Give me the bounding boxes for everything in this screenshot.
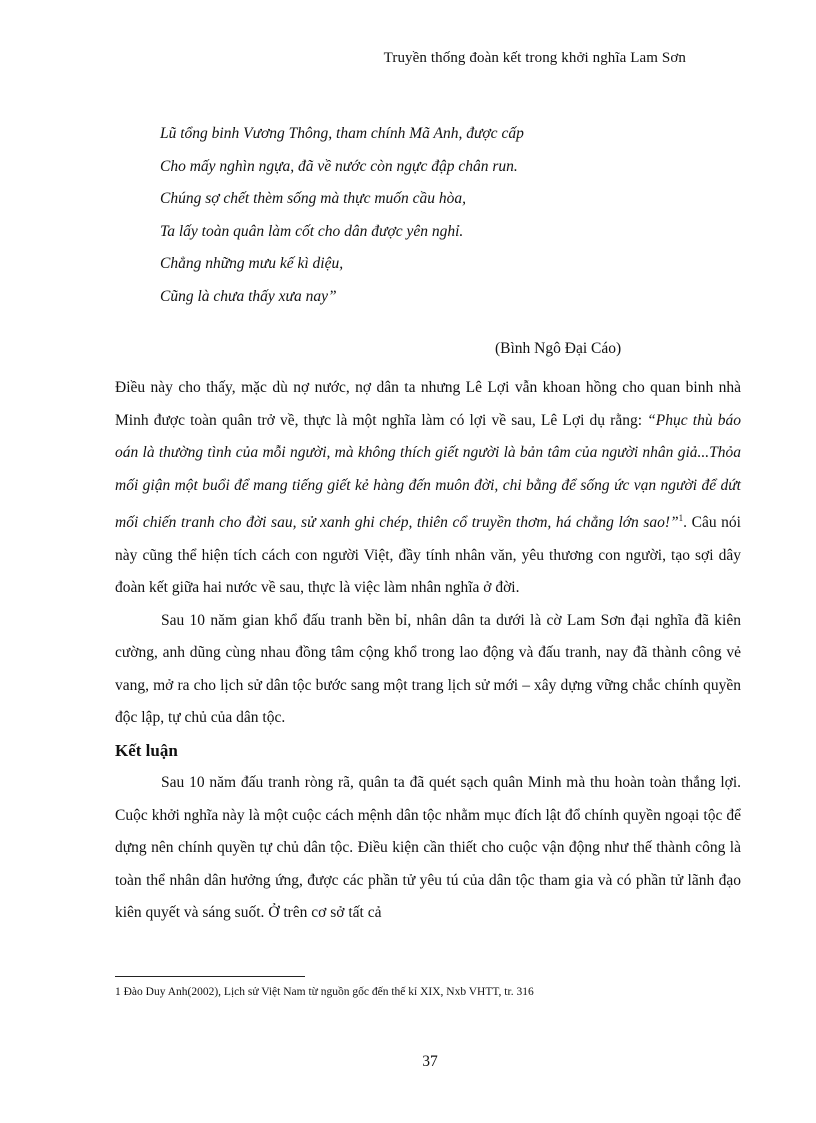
- quotation: “Phục thù báo oán là thường tình của mỗi người, mà không thích giết người là bản tâm của người nhân giả...Thỏa mối giận một buổi để mang tiếng giết kẻ hàng đến muôn đời, chi bằng để sống ức vạn người để dứt mối chiến tranh cho đời sau, sử xanh ghi chép, thiên cổ truyền thơm, há chẳng lớn sao!”: [115, 411, 741, 532]
- paragraph-2: Sau 10 năm gian khổ đấu tranh bền bỉ, nhân dân ta dưới là cờ Lam Sơn đại nghĩa đã kiên cường, anh dũng cùng nhau đồng tâm cộng khổ trong lao động và đấu tranh, nay đã thành công vẻ vang, mở ra cho lịch sử dân tộc bước sang một trang lịch sử mới – xây dựng vững chắc chính quyền độc lập, tự chủ của dân tộc.: [115, 611, 741, 727]
- page-number: 37: [422, 1053, 438, 1070]
- paragraph-1-intro: Điều này cho thấy, mặc dù nợ nước, nợ dân ta nhưng Lê Lợi vẫn khoan hồng cho quan binh nhà Minh được toàn quân trở về, thực là một nghĩa làm có lợi về sau, Lê Lợi dụ rằng:: [115, 379, 741, 429]
- footnote-marker[interactable]: 1: [678, 513, 684, 523]
- paragraph-1-tail: . Câu nói này cũng thể hiện tích cách con người Việt, đầy tính nhân văn, yêu thương con người, tạo sợi dây đoàn kết giữa hai nước về sau, thực là việc làm nhân nghĩa ở đời.: [115, 514, 741, 597]
- running-header: Truyền thống đoàn kết trong khởi nghĩa Lam Sơn: [383, 50, 686, 66]
- poem-quote: [160, 118, 524, 313]
- footnote-divider: [115, 976, 305, 977]
- poem-line: Cũng là chưa thấy xưa nay”: [160, 287, 337, 305]
- paragraph-1: [115, 372, 741, 605]
- poem-source: (Bình Ngô Đại Cáo): [495, 340, 622, 357]
- paragraph-3: Sau 10 năm đấu tranh ròng rã, quân ta đã quét sạch quân Minh mà thu hoàn toàn thắng lợi. Cuộc khởi nghĩa này là một cuộc cách mệnh dân tộc nhằm mục đích lật đổ chính quyền ngoại tộc để dựng nên chính quyền tự chủ dân tộc. Điều kiện cần thiết cho cuộc vận động như thế thành công là toàn thể nhân dân hưởng ứng, được các phần tử yêu tú của dân tộc tham gia và có phần tử lãnh đạo kiên quyết và sáng suốt. Ở trên cơ sở tất cả: [115, 774, 741, 922]
- poem-line: Cho mấy nghìn ngựa, đã về nước còn ngực đập chân run.: [160, 157, 518, 175]
- poem-line: Ta lấy toàn quân làm cốt cho dân được yên nghỉ.: [160, 222, 464, 240]
- poem-line: Chẳng những mưu kế kì diệu,: [160, 255, 344, 272]
- section-heading: Kết luận: [115, 740, 178, 760]
- poem-line: Lũ tổng binh Vương Thông, tham chính Mã Anh, được cấp: [160, 125, 524, 142]
- body-text: [115, 372, 741, 930]
- poem-line: Chúng sợ chết thèm sống mà thực muốn cầu hòa,: [160, 190, 467, 207]
- footnote: 1 Đào Duy Anh(2002), Lịch sử Việt Nam từ nguồn gốc đến thế kỉ XIX, Nxb VHTT, tr. 316: [115, 986, 534, 998]
